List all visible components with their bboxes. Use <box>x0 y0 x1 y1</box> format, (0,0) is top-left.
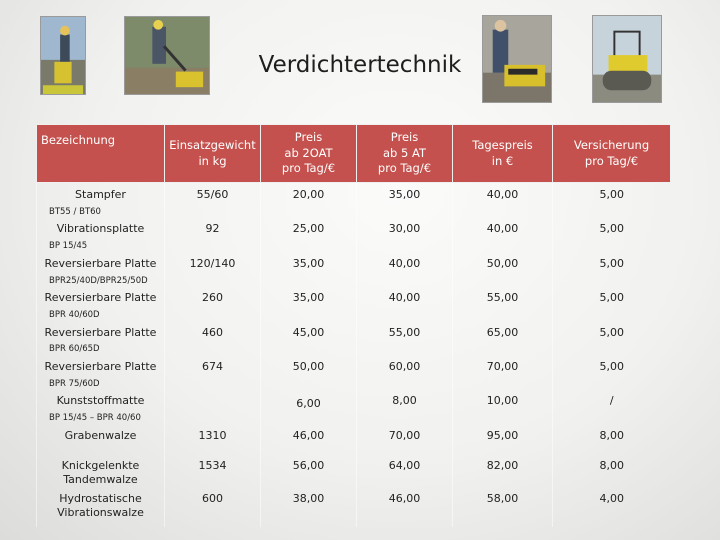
equipment-name: Hydrostatische Vibrationswalze <box>57 492 144 519</box>
cell-preis-ab-20at: 38,00 <box>261 487 357 527</box>
cell-einsatzgewicht: 600 <box>165 487 261 527</box>
equipment-name: Kunststoffmatte <box>56 394 145 408</box>
cell-versicherung: 5,00 <box>553 286 671 320</box>
equipment-name: Knickgelenkte Tandemwalze <box>61 459 140 486</box>
cell-tagespreis: 40,00 <box>453 217 553 251</box>
table-row <box>37 321 671 355</box>
table-row <box>37 217 671 251</box>
equipment-name: Grabenwalze <box>64 429 137 443</box>
cell-preis-ab-5at: 64,00 <box>357 454 453 487</box>
cell-tagespreis: 82,00 <box>453 454 553 487</box>
equipment-name: Reversierbare Platte <box>44 291 157 305</box>
table-row <box>37 355 671 389</box>
cell-preis-ab-20at: 46,00 <box>261 424 357 454</box>
table-row <box>37 389 671 424</box>
cell-einsatzgewicht: 1534 <box>165 454 261 487</box>
cell-preis-ab-20at: 25,00 <box>261 217 357 251</box>
cell-bezeichnung <box>37 389 165 424</box>
cell-preis-ab-5at: 55,00 <box>357 321 453 355</box>
cell-einsatzgewicht: 260 <box>165 286 261 320</box>
table-header-row <box>37 125 671 183</box>
cell-preis-ab-20at: 35,00 <box>261 286 357 320</box>
cell-einsatzgewicht: 1310 <box>165 424 261 454</box>
header-preis-ab-5at: Preis ab 5 AT pro Tag/€ <box>357 125 453 183</box>
cell-bezeichnung <box>37 217 165 251</box>
cell-versicherung: 5,00 <box>553 321 671 355</box>
cell-versicherung: / <box>553 389 671 424</box>
cell-versicherung: 5,00 <box>553 183 671 218</box>
stampfer-photo <box>40 16 86 95</box>
cell-versicherung: 5,00 <box>553 252 671 286</box>
cell-bezeichnung <box>37 355 165 389</box>
reversierbare-platte-photo <box>482 15 552 103</box>
cell-einsatzgewicht: 55/60 <box>165 183 261 218</box>
cell-preis-ab-5at: 35,00 <box>357 183 453 218</box>
table-row <box>37 454 671 487</box>
vibrationsplatte-photo <box>124 16 210 95</box>
cell-tagespreis: 10,00 <box>453 389 553 424</box>
cell-bezeichnung <box>37 252 165 286</box>
cell-preis-ab-20at: 35,00 <box>261 252 357 286</box>
cell-bezeichnung <box>37 487 165 527</box>
cell-preis-ab-20at: 6,00 <box>261 389 357 424</box>
model-number: BPR 60/65D <box>49 344 100 355</box>
cell-preis-ab-5at: 46,00 <box>357 487 453 527</box>
model-number: BT55 / BT60 <box>49 206 101 217</box>
cell-bezeichnung <box>37 183 165 218</box>
equipment-name: Reversierbare Platte <box>44 256 157 270</box>
walze-photo <box>592 15 662 103</box>
cell-versicherung: 4,00 <box>553 487 671 527</box>
cell-versicherung: 8,00 <box>553 424 671 454</box>
cell-versicherung: 5,00 <box>553 217 671 251</box>
cell-tagespreis: 95,00 <box>453 424 553 454</box>
header-einsatzgewicht: Einsatzgewicht in kg <box>165 125 261 183</box>
cell-preis-ab-5at: 40,00 <box>357 252 453 286</box>
cell-preis-ab-20at: 20,00 <box>261 183 357 218</box>
cell-bezeichnung <box>37 424 165 454</box>
cell-einsatzgewicht: 460 <box>165 321 261 355</box>
cell-preis-ab-5at: 60,00 <box>357 355 453 389</box>
equipment-name: Reversierbare Platte <box>44 325 157 339</box>
cell-preis-ab-5at: 30,00 <box>357 217 453 251</box>
cell-bezeichnung <box>37 454 165 487</box>
header-tagespreis: Tagespreis in € <box>453 125 553 183</box>
cell-tagespreis: 58,00 <box>453 487 553 527</box>
cell-preis-ab-20at: 50,00 <box>261 355 357 389</box>
model-number: BPR 75/60D <box>49 378 100 389</box>
table-row <box>37 183 671 218</box>
cell-bezeichnung <box>37 321 165 355</box>
table-row <box>37 424 671 454</box>
model-number: BP 15/45 <box>49 241 88 252</box>
cell-einsatzgewicht <box>165 389 261 424</box>
cell-versicherung: 8,00 <box>553 454 671 487</box>
table-row <box>37 252 671 286</box>
model-number: BPR25/40D/BPR25/50D <box>49 275 148 286</box>
cell-preis-ab-5at: 70,00 <box>357 424 453 454</box>
cell-tagespreis: 55,00 <box>453 286 553 320</box>
page-title: Verdichtertechnik <box>258 52 462 78</box>
equipment-name: Stampfer <box>75 188 126 201</box>
cell-preis-ab-20at: 56,00 <box>261 454 357 487</box>
cell-versicherung: 5,00 <box>553 355 671 389</box>
equipment-name: Reversierbare Platte <box>44 359 157 373</box>
header-preis-ab-20at: Preis ab 2OAT pro Tag/€ <box>261 125 357 183</box>
cell-einsatzgewicht: 674 <box>165 355 261 389</box>
cell-preis-ab-5at: 8,00 <box>357 389 453 424</box>
cell-preis-ab-5at: 40,00 <box>357 286 453 320</box>
cell-tagespreis: 50,00 <box>453 252 553 286</box>
rental-price-table <box>36 124 671 527</box>
table-row <box>37 487 671 527</box>
cell-tagespreis: 40,00 <box>453 183 553 218</box>
header-bezeichnung: Bezeichnung <box>37 125 165 183</box>
model-number: BP 15/45 – BPR 40/60 <box>49 413 141 423</box>
cell-einsatzgewicht: 92 <box>165 217 261 251</box>
cell-tagespreis: 70,00 <box>453 355 553 389</box>
cell-preis-ab-20at: 45,00 <box>261 321 357 355</box>
cell-einsatzgewicht: 120/140 <box>165 252 261 286</box>
cell-tagespreis: 65,00 <box>453 321 553 355</box>
equipment-name: Vibrationsplatte <box>56 222 145 236</box>
cell-bezeichnung <box>37 286 165 320</box>
header-versicherung: Versicherung pro Tag/€ <box>553 125 671 183</box>
model-number: BPR 40/60D <box>49 309 100 320</box>
table-row <box>37 286 671 320</box>
